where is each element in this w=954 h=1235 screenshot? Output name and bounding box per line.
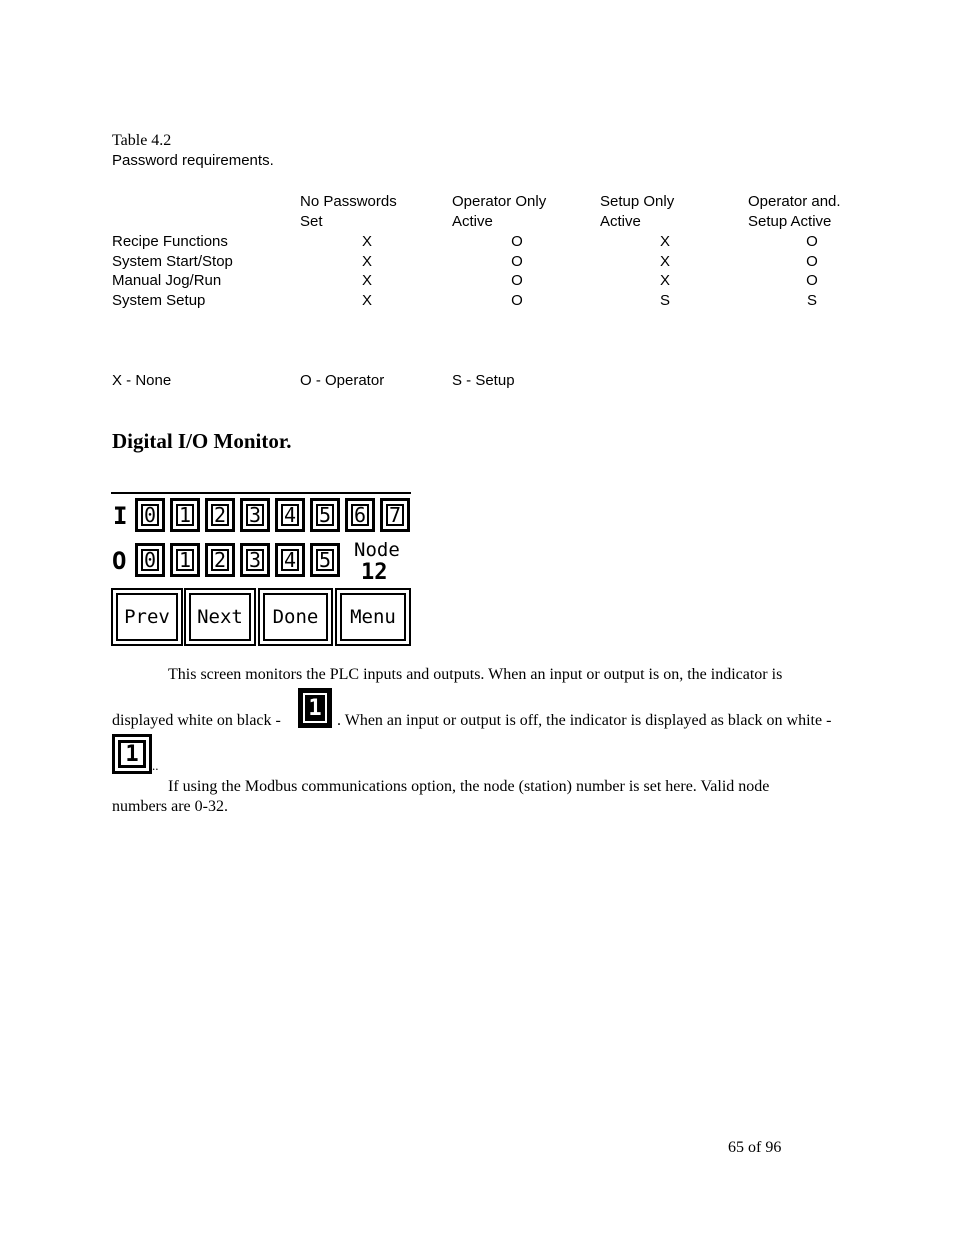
indicator-number: 1 — [118, 740, 146, 768]
table-title: Password requirements. — [112, 152, 274, 169]
col-header-setup-only — [600, 192, 674, 232]
indicator-number: 2 — [211, 504, 229, 526]
output-indicator — [275, 543, 305, 577]
row-label: Recipe Functions — [112, 233, 228, 250]
node-label: Node — [354, 539, 400, 561]
paragraph-line3-suffix: .. — [152, 758, 159, 773]
input-indicator — [170, 498, 200, 532]
prev-button[interactable] — [111, 588, 183, 646]
io-monitor-screen — [111, 492, 411, 646]
col-header-no-passwords — [300, 192, 397, 232]
menu-button-label: Menu — [340, 593, 406, 641]
indicator-number: 4 — [281, 549, 299, 571]
output-indicator — [240, 543, 270, 577]
done-button-label: Done — [263, 593, 328, 641]
col-header-line1: Setup Only — [600, 193, 675, 210]
indicator-number: 4 — [281, 504, 299, 526]
col-header-line2: Active — [600, 213, 641, 230]
indicator-number: 0 — [141, 504, 159, 526]
paragraph-line2b: . When an input or output is off, the indicator is displayed as black on white - — [337, 712, 832, 729]
cell-value: O — [806, 272, 818, 289]
cell-value: X — [361, 272, 372, 289]
cell-value: O — [806, 233, 818, 250]
cell-value: S — [659, 292, 670, 309]
prev-button-label: Prev — [116, 593, 178, 641]
paragraph-line4: If using the Modbus communications option, the node (station) number is set here. Valid node — [168, 778, 770, 795]
indicator-on-example — [298, 688, 332, 728]
input-indicator — [380, 498, 410, 532]
cell-value: S — [806, 292, 817, 309]
col-header-line1: Operator and. — [748, 193, 841, 210]
col-header-line2: Set — [300, 213, 323, 230]
cell-value: X — [361, 233, 372, 250]
cell-value: O — [511, 233, 523, 250]
node-value: 12 — [361, 560, 388, 585]
output-indicator — [135, 543, 165, 577]
input-indicator — [275, 498, 305, 532]
col-header-line1: Operator Only — [452, 193, 547, 210]
input-indicator — [345, 498, 375, 532]
legend-none: X - None — [112, 372, 172, 389]
done-button[interactable] — [258, 588, 333, 646]
legend-operator: O - Operator — [300, 372, 385, 389]
next-button[interactable] — [184, 588, 256, 646]
indicator-number: 7 — [386, 504, 404, 526]
output-indicator — [170, 543, 200, 577]
col-header-operator-and-setup — [748, 192, 841, 232]
indicator-number: 2 — [211, 549, 229, 571]
indicator-number: 1 — [303, 693, 327, 723]
input-indicator — [205, 498, 235, 532]
section-heading: Digital I/O Monitor. — [112, 429, 292, 453]
cell-value: X — [361, 253, 372, 270]
menu-button[interactable] — [335, 588, 411, 646]
paragraph-line2a: displayed white on black - — [112, 712, 281, 729]
indicator-number: 3 — [246, 504, 264, 526]
output-row-label: O — [112, 547, 127, 575]
cell-value: O — [511, 292, 523, 309]
input-indicator — [240, 498, 270, 532]
row-label: System Start/Stop — [112, 253, 233, 270]
cell-value: O — [511, 272, 523, 289]
output-indicator — [205, 543, 235, 577]
page-number: 65 of 96 — [728, 1139, 782, 1156]
indicator-number: 6 — [351, 504, 369, 526]
next-button-label: Next — [189, 593, 251, 641]
col-header-line2: Setup Active — [748, 213, 832, 230]
col-header-line2: Active — [452, 213, 493, 230]
indicator-number: 5 — [316, 549, 334, 571]
cell-value: X — [361, 292, 372, 309]
paragraph-line1: This screen monitors the PLC inputs and outputs. When an input or output is on, the indicator is — [168, 666, 783, 683]
screen-top-border — [111, 492, 411, 494]
output-indicator — [310, 543, 340, 577]
indicator-number: 5 — [316, 504, 334, 526]
indicator-number: 0 — [141, 549, 159, 571]
indicator-off-example — [112, 734, 152, 774]
table-number: Table 4.2 — [112, 132, 172, 149]
row-label: Manual Jog/Run — [112, 272, 222, 289]
legend-setup: S - Setup — [452, 372, 515, 389]
paragraph-line5: numbers are 0-32. — [112, 798, 228, 815]
cell-value: X — [659, 253, 670, 270]
cell-value: X — [659, 233, 670, 250]
col-header-line1: No Passwords — [300, 193, 397, 210]
indicator-number: 1 — [176, 549, 194, 571]
indicator-number: 3 — [246, 549, 264, 571]
cell-value: O — [806, 253, 818, 270]
input-indicator — [135, 498, 165, 532]
input-indicator — [310, 498, 340, 532]
indicator-number: 1 — [176, 504, 194, 526]
row-label: System Setup — [112, 292, 206, 309]
cell-value: X — [659, 272, 670, 289]
col-header-operator-only — [452, 192, 546, 232]
cell-value: O — [511, 253, 523, 270]
input-row-label: I — [113, 502, 128, 530]
